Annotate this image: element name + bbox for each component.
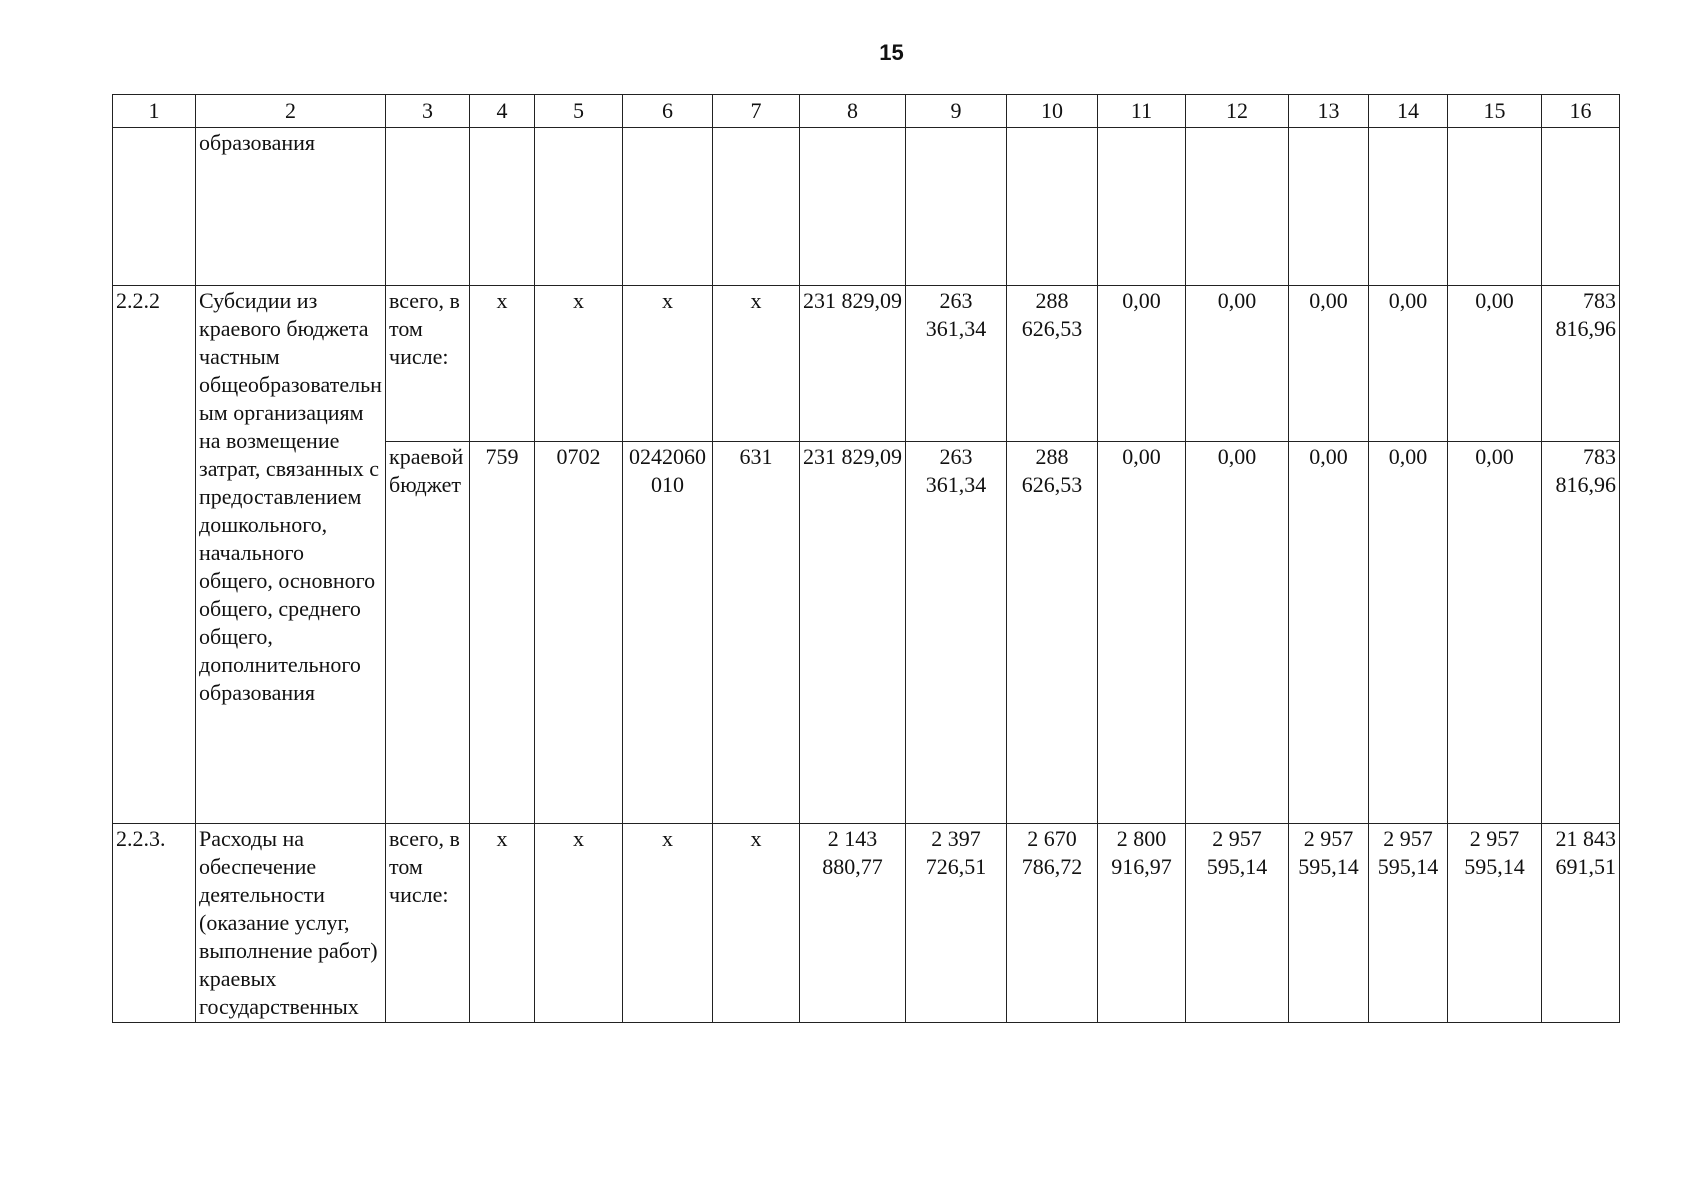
cell-col8: 231 829,09 — [800, 286, 906, 442]
cell-col7: 631 — [713, 442, 800, 824]
row-name-cell: образования — [196, 128, 386, 286]
cell — [113, 128, 196, 286]
header-col-14: 14 — [1369, 95, 1448, 128]
cell-col8: 2 143 880,77 — [800, 824, 906, 1023]
header-col-4: 4 — [470, 95, 535, 128]
cell-col16: 21 843 691,51 — [1542, 824, 1620, 1023]
cell — [386, 128, 470, 286]
cell-col15: 0,00 — [1448, 442, 1542, 824]
cell — [906, 128, 1007, 286]
cell-col6: х — [623, 824, 713, 1023]
cell-col4: 759 — [470, 442, 535, 824]
cell-col10: 2 670 786,72 — [1007, 824, 1098, 1023]
cell — [535, 128, 623, 286]
row-name-cell: Субсидии из краевого бюджета частным общеобразовательным организациям на возмещение затрат, связанных с предоставлением дошкольного, начального общего, основного общего, среднего общего, дополнительного образования — [196, 286, 386, 824]
cell — [1098, 128, 1186, 286]
cell-col7: х — [713, 286, 800, 442]
cell — [1448, 128, 1542, 286]
source-cell: всего, в том числе: — [386, 824, 470, 1023]
page-number: 15 — [879, 40, 904, 65]
cell-col13: 2 957 595,14 — [1289, 824, 1369, 1023]
cell-col4: х — [470, 286, 535, 442]
header-col-1: 1 — [113, 95, 196, 128]
cell-col12: 0,00 — [1186, 442, 1289, 824]
cell-col5: х — [535, 824, 623, 1023]
cell — [1186, 128, 1289, 286]
cell-col15: 0,00 — [1448, 286, 1542, 442]
cell — [800, 128, 906, 286]
cell-col9: 2 397 726,51 — [906, 824, 1007, 1023]
cell — [470, 128, 535, 286]
cell-col12: 2 957 595,14 — [1186, 824, 1289, 1023]
header-col-10: 10 — [1007, 95, 1098, 128]
header-col-11: 11 — [1098, 95, 1186, 128]
header-col-12: 12 — [1186, 95, 1289, 128]
header-col-3: 3 — [386, 95, 470, 128]
source-cell: всего, в том числе: — [386, 286, 470, 442]
cell-col14: 0,00 — [1369, 286, 1448, 442]
cell-col12: 0,00 — [1186, 286, 1289, 442]
cell-col5: х — [535, 286, 623, 442]
cell — [623, 128, 713, 286]
cell-col10: 288 626,53 — [1007, 286, 1098, 442]
cell-col8: 231 829,09 — [800, 442, 906, 824]
row-name-cell: Расходы на обеспечение деятельности (оказание услуг, выполнение работ) краевых государственных — [196, 824, 386, 1023]
cell-col11: 0,00 — [1098, 442, 1186, 824]
row-number: 2.2.2 — [113, 286, 196, 824]
cell-col9: 263 361,34 — [906, 442, 1007, 824]
table-row-2-2-3 — [113, 824, 1620, 1023]
row-number: 2.2.3. — [113, 824, 196, 1023]
header-col-16: 16 — [1542, 95, 1620, 128]
header-col-5: 5 — [535, 95, 623, 128]
table-row-2-2-2-total — [113, 286, 1620, 442]
cell — [1007, 128, 1098, 286]
cell-col6: х — [623, 286, 713, 442]
source-cell: краевой бюджет — [386, 442, 470, 824]
header-col-13: 13 — [1289, 95, 1369, 128]
budget-table — [112, 94, 1620, 1023]
cell-col11: 2 800 916,97 — [1098, 824, 1186, 1023]
header-col-6: 6 — [623, 95, 713, 128]
header-col-2: 2 — [196, 95, 386, 128]
cell-col13: 0,00 — [1289, 442, 1369, 824]
cell-col14: 2 957 595,14 — [1369, 824, 1448, 1023]
cell-col16: 783 816,96 — [1542, 286, 1620, 442]
cell-col15: 2 957 595,14 — [1448, 824, 1542, 1023]
cell-col16: 783 816,96 — [1542, 442, 1620, 824]
cell — [1289, 128, 1369, 286]
cell — [713, 128, 800, 286]
header-col-9: 9 — [906, 95, 1007, 128]
header-col-15: 15 — [1448, 95, 1542, 128]
cell-col14: 0,00 — [1369, 442, 1448, 824]
cell-col6: 0242060010 — [623, 442, 713, 824]
cell-col10: 288 626,53 — [1007, 442, 1098, 824]
header-col-8: 8 — [800, 95, 906, 128]
cell-col5: 0702 — [535, 442, 623, 824]
cell — [1542, 128, 1620, 286]
cell-col11: 0,00 — [1098, 286, 1186, 442]
cell-col9: 263 361,34 — [906, 286, 1007, 442]
cell-col4: х — [470, 824, 535, 1023]
header-row — [113, 95, 1620, 128]
cell — [1369, 128, 1448, 286]
header-col-7: 7 — [713, 95, 800, 128]
table-row-continuation — [113, 128, 1620, 286]
cell-col13: 0,00 — [1289, 286, 1369, 442]
cell-col7: х — [713, 824, 800, 1023]
